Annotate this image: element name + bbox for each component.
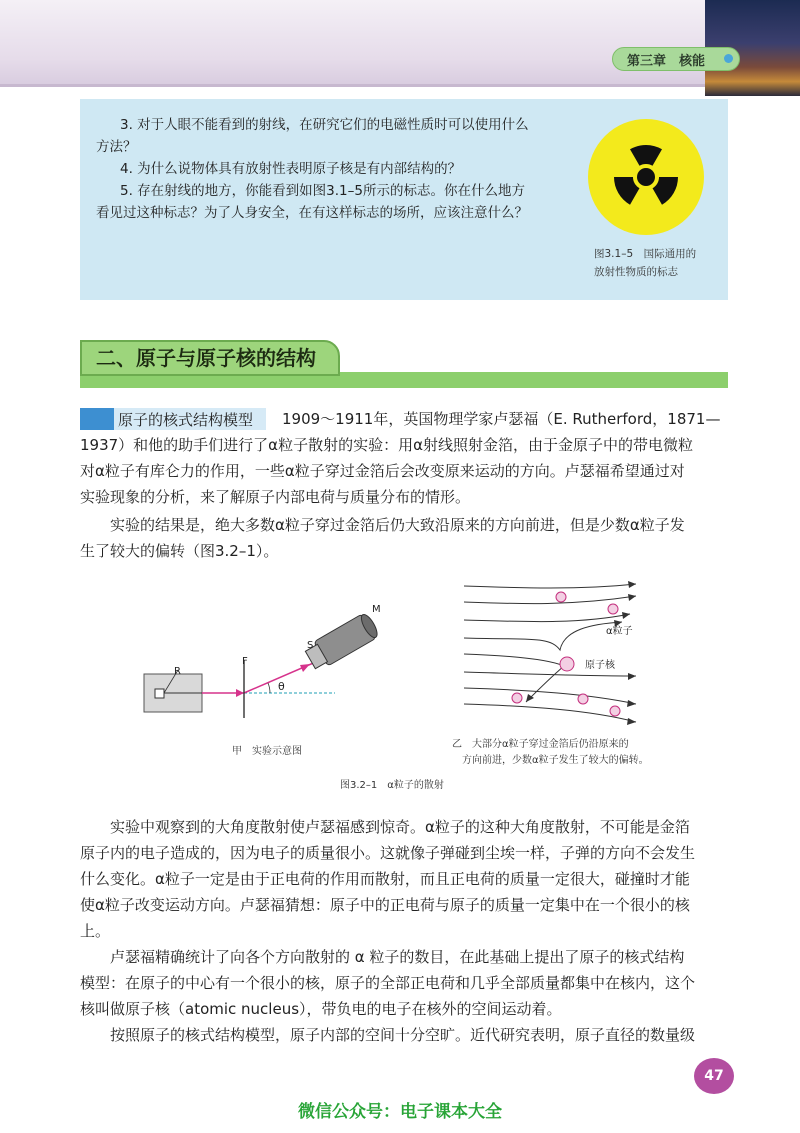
paragraph-4-line1: 卢瑟福精确统计了向各个方向散射的 α 粒子的数目，在此基础上提出了原子的核式结构: [110, 948, 685, 966]
paragraph-1-line3: 对α粒子有库仑力的作用，一些α粒子穿过金箔后会改变原来运动的方向。卢瑟福希望通过对: [80, 462, 685, 480]
paragraph-1-line2: 1937）和他的助手们进行了α粒子散射的实验：用α射线照射金箔，由于金原子中的带电微粒: [80, 436, 693, 454]
footer-watermark: 微信公众号：电子课本大全: [298, 1102, 502, 1122]
header-divider: [0, 84, 705, 87]
label-M: M: [372, 604, 381, 615]
question-5-line2: 看见过这种标志？为了人身安全，在有这样标志的场所，应该注意什么？: [96, 205, 528, 221]
paragraph-3-line4: 使α粒子改变运动方向。卢瑟福猜想：原子中的正电荷与原子的质量一定集中在一个很小的核: [80, 896, 690, 914]
page-number: 47: [704, 1068, 724, 1084]
paragraph-4-line3: 核叫做原子核（atomic nucleus），带负电的电子在核外的空间运动着。: [80, 1000, 562, 1018]
paragraph-3-line1: 实验中观察到的大角度散射使卢瑟福感到惊奇。α粒子的这种大角度散射，不可能是金箔: [110, 818, 690, 836]
label-S: S: [307, 640, 314, 651]
paragraph-1-line4: 实验现象的分析，来了解原子内部电荷与质量分布的情形。: [80, 488, 471, 506]
paragraph-3-line2: 原子内的电子造成的，因为电子的质量很小。这就像子弹碰到尘埃一样，子弹的方向不会发生: [80, 844, 696, 862]
label-theta: θ: [278, 680, 285, 693]
question-3-line1: 3. 对于人眼不能看到的射线，在研究它们的电磁性质时可以使用什么: [120, 117, 529, 133]
figure-left-caption: 甲 实验示意图: [232, 746, 302, 757]
chapter-label: 第三章 核能: [627, 53, 706, 69]
label-R: R: [174, 666, 181, 677]
experiment-diagram: [140, 598, 390, 758]
paragraph-4-line2: 模型：在原子的中心有一个很小的核，原子的全部正电荷和几乎全部质量都集中在核内，这个: [80, 974, 696, 992]
figure-right-caption-line1: 乙 大部分α粒子穿过金箔后仍沿原来的: [452, 739, 629, 750]
scattering-diagram: [440, 580, 640, 738]
keyword-tag: 原子的核式结构模型: [118, 411, 254, 429]
paragraph-5-line1: 按照原子的核式结构模型，原子内部的空间十分空旷。近代研究表明，原子直径的数量级: [110, 1026, 696, 1044]
radiation-symbol-icon: [586, 117, 706, 237]
question-4: 4. 为什么说物体具有放射性表明原子核是有内部结构的？: [120, 161, 462, 177]
paragraph-2-line1: 实验的结果是，绝大多数α粒子穿过金箔后仍大致沿原来的方向前进，但是少数α粒子发: [110, 516, 685, 534]
question-5-line1: 5. 存在射线的地方，你能看到如图3.1–5所示的标志。你在什么地方: [120, 183, 525, 199]
label-alpha-particle: α粒子: [606, 626, 633, 637]
figure-3-2-1-caption: 图3.2–1 α粒子的散射: [340, 780, 444, 791]
keyword-tag-accent: [80, 408, 114, 430]
chapter-dot-icon: [724, 54, 733, 63]
label-nucleus: 原子核: [585, 660, 615, 671]
section-title: 二、原子与原子核的结构: [80, 340, 340, 376]
label-F: F: [242, 656, 248, 667]
question-3-line2: 方法？: [96, 139, 137, 155]
paragraph-1-line1: 1909～1911年，英国物理学家卢瑟福（E. Rutherford，1871—: [282, 410, 721, 428]
paragraph-2-line2: 生了较大的偏转（图3.2–1）。: [80, 542, 279, 560]
figure-3-1-5-caption-line2: 放射性物质的标志: [594, 266, 678, 278]
figure-3-1-5-caption-line1: 图3.1–5 国际通用的: [594, 248, 697, 260]
page-header-band: [0, 0, 800, 84]
chapter-tab: [612, 47, 740, 71]
paragraph-3-line5: 上。: [80, 922, 111, 940]
paragraph-3-line3: 什么变化。α粒子一定是由于正电荷的作用而散射，而且正电荷的质量一定很大，碰撞时才能: [80, 870, 690, 888]
page-number-badge: [694, 1058, 734, 1094]
figure-right-caption-line2: 方向前进，少数α粒子发生了较大的偏转。: [462, 755, 649, 766]
